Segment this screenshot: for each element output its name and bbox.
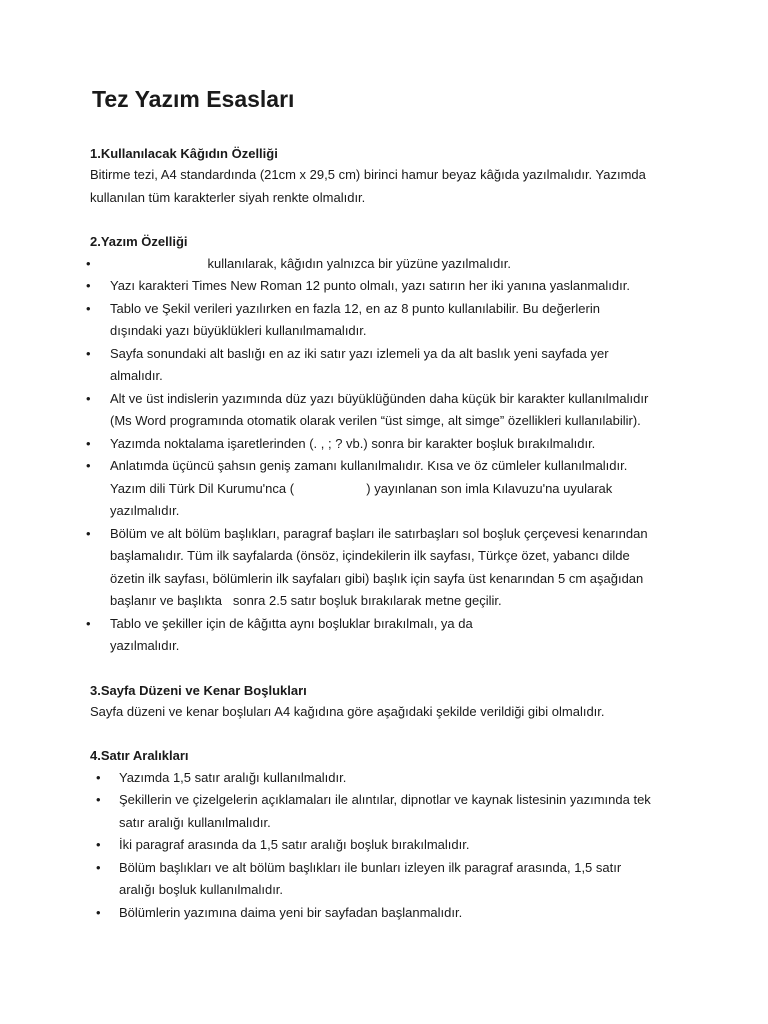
- section-2-item-3-line-1: Tablo ve Şekil verileri yazılırken en fazla 12, en az 8 punto kullanılabilir. Bu değerlerin: [110, 300, 600, 316]
- section-3-heading: 3.Sayfa Düzeni ve Kenar Boşlukları: [90, 683, 307, 698]
- section-1-line-2: kullanılan tüm karakterler siyah renkte olmalıdır.: [90, 189, 366, 205]
- section-2-bullet-dot: •: [86, 525, 91, 541]
- section-2-bullet-dot: •: [86, 615, 91, 631]
- section-2-item-9-line-1: Tablo ve şekiller için de kâğıtta aynı boşluklar bırakılmalı, ya da: [110, 615, 473, 631]
- section-1-heading: 1.Kullanılacak Kâğıdın Özelliği: [90, 146, 278, 161]
- section-2-bullet-dot: •: [86, 345, 91, 361]
- section-4-item-4-line-1: Bölüm başlıkları ve alt bölüm başlıkları ile bunları izleyen ilk paragraf arasında, 1,5 satır: [119, 859, 622, 875]
- section-4-item-5-line-1: Bölümlerin yazımına daima yeni bir sayfadan başlanmalıdır.: [119, 904, 463, 920]
- section-2-item-4-line-1: Sayfa sonundaki alt baslığı en az iki satır yazı izlemeli ya da alt baslık yeni sayfada yer: [110, 345, 609, 361]
- section-4-item-4-line-2: aralığı boşluk kullanılmalıdır.: [119, 882, 284, 897]
- section-2-item-2-line-1: Yazı karakteri Times New Roman 12 punto olmalı, yazı satırın her iki yanına yaslanmalıdır.: [110, 278, 630, 293]
- section-4-heading: 4.Satır Aralıkları: [90, 748, 189, 763]
- section-2-item-8-line-3: özetin ilk sayfası, bölümlerin ilk sayfaları gibi) başlık için sayfa üst kenarından 5 cm aşağıdan: [110, 570, 644, 586]
- page-title: Tez Yazım Esasları: [92, 86, 295, 112]
- section-2-bullet-dot: •: [86, 255, 91, 271]
- section-4-bullet-dot: •: [96, 769, 101, 785]
- section-2-bullet-dot: •: [86, 300, 91, 316]
- section-2-bullet-dot: •: [86, 435, 91, 451]
- section-4-bullet-dot: •: [96, 904, 101, 920]
- section-2-item-1-line-1: kullanılarak, kâğıdın yalnızca bir yüzüne yazılmalıdır.: [110, 255, 512, 271]
- section-2-bullet-dot: •: [86, 390, 91, 406]
- section-4-item-2-line-1: Şekillerin ve çizelgelerin açıklamaları ile alıntılar, dipnotlar ve kaynak listesinin yazımında tek: [119, 792, 651, 807]
- section-4-bullet-dot: •: [96, 837, 101, 852]
- section-4-item-1-line-1: Yazımda 1,5 satır aralığı kullanılmalıdır.: [119, 769, 347, 785]
- section-2-item-7-line-1: Anlatımda üçüncü şahsın geniş zamanı kullanılmalıdır. Kısa ve öz cümleler kullanılmalıdır.: [110, 458, 628, 473]
- section-2-item-3-line-2: dışındaki yazı büyüklükleri kullanılmamalıdır.: [110, 323, 367, 338]
- section-2-item-6-line-1: Yazımda noktalama işaretlerinden (. , ; ? vb.) sonra bir karakter boşluk bırakılmalıdır.: [110, 435, 596, 451]
- section-2-item-4-line-2: almalıdır.: [110, 368, 163, 383]
- section-2-item-8-line-2: başlamalıdır. Tüm ilk sayfalarda (önsöz, içindekilerin ilk sayfası, Türkçe özet, yabancı dilde: [110, 548, 630, 563]
- section-3-line-1: Sayfa düzeni ve kenar boşluları A4 kağıdına göre aşağıdaki şekilde verildiği gibi olmalıdır.: [90, 704, 605, 719]
- section-4-item-3-line-1: İki paragraf arasında da 1,5 satır aralığı boşluk bırakılmalıdır.: [119, 837, 470, 852]
- section-2-heading: 2.Yazım Özelliği: [90, 234, 188, 249]
- section-2-item-8-line-4: başlanır ve başlıkta sonra 2.5 satır boşluk bırakılarak metne geçilir.: [110, 593, 502, 608]
- section-4-item-2-line-2: satır aralığı kullanılmalıdır.: [119, 814, 271, 830]
- section-2-bullet-dot: •: [86, 458, 91, 473]
- section-2-item-8-line-1: Bölüm ve alt bölüm başlıkları, paragraf başları ile satırbaşları sol boşluk çerçevesi kenarından: [110, 525, 648, 541]
- section-4-bullet-dot: •: [96, 859, 101, 875]
- section-2-item-9-line-2: yazılmalıdır.: [110, 638, 180, 653]
- section-2-item-7-line-3: yazılmalıdır.: [110, 503, 180, 518]
- section-2-item-7-line-2: Yazım dili Türk Dil Kurumu'nca ( ) yayınlanan son imla Kılavuzu'na uyularak: [110, 480, 613, 496]
- section-2-item-5-line-2: (Ms Word programında otomatik olarak verilen “üst simge, alt simge” özellikleri kullanılabilir).: [110, 413, 641, 428]
- section-2-item-5-line-1: Alt ve üst indislerin yazımında düz yazı büyüklüğünden daha küçük bir karakter kullanılmalıdır: [110, 390, 649, 406]
- section-1-line-1: Bitirme tezi, A4 standardında (21cm x 29,5 cm) birinci hamur beyaz kâğıda yazılmalıdır. Yazımda: [90, 167, 646, 182]
- section-4-bullet-dot: •: [96, 792, 101, 807]
- section-2-bullet-dot: •: [86, 278, 91, 293]
